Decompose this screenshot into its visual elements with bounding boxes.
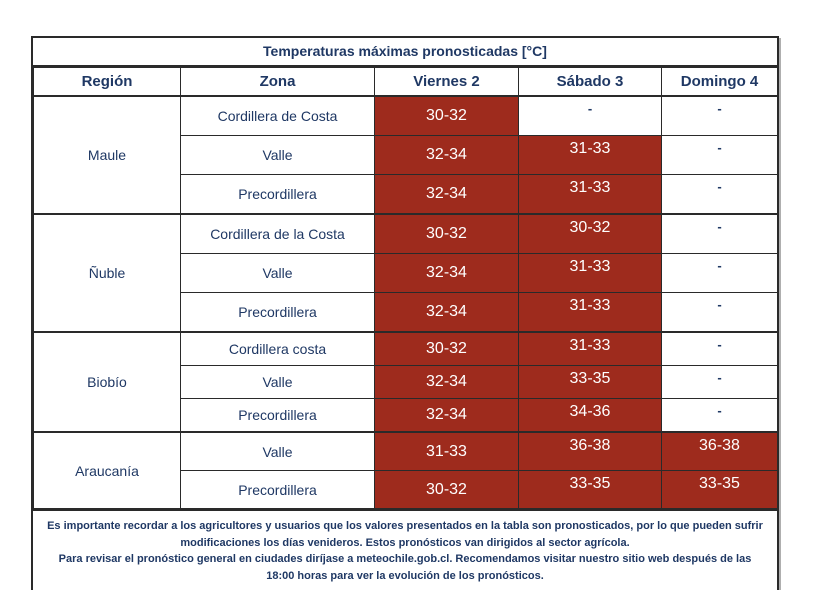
temp-cell-viernes: 32-34 — [375, 254, 519, 293]
temp-cell-viernes: 31-33 — [375, 432, 519, 471]
temp-cell-sabado: 31-33 — [519, 254, 662, 293]
region-cell-biobio: Biobío — [34, 332, 181, 432]
column-header-sabado: Sábado 3 — [519, 68, 662, 97]
temp-cell-viernes: 30-32 — [375, 332, 519, 366]
temp-cell-domingo: 33-35 — [662, 471, 778, 509]
temp-cell-sabado: 34-36 — [519, 399, 662, 433]
temp-cell-viernes: 32-34 — [375, 399, 519, 433]
table-row — [34, 332, 778, 366]
temp-cell-domingo: - — [662, 293, 778, 333]
temp-cell-viernes: 30-32 — [375, 471, 519, 509]
zona-cell: Valle — [181, 366, 375, 399]
temp-cell-sabado: 30-32 — [519, 214, 662, 254]
footer-paragraph-2: Para revisar el pronóstico general en ciudades diríjase a meteochile.gob.cl. Recomendamos visitar nuestro sitio web después de las 18:00 horas para ver la evolución de los pronósticos. — [58, 553, 752, 582]
zona-cell: Precordillera — [181, 471, 375, 509]
temp-cell-domingo: - — [662, 175, 778, 215]
table-row — [34, 96, 778, 136]
temp-cell-domingo: - — [662, 399, 778, 433]
temp-cell-viernes: 32-34 — [375, 175, 519, 215]
temp-cell-sabado: 33-35 — [519, 471, 662, 509]
zona-cell: Valle — [181, 136, 375, 175]
temp-cell-domingo: - — [662, 96, 778, 136]
zona-cell: Valle — [181, 432, 375, 471]
temp-cell-domingo: - — [662, 254, 778, 293]
temp-cell-viernes: 30-32 — [375, 214, 519, 254]
temp-cell-viernes: 32-34 — [375, 366, 519, 399]
region-cell-araucania: Araucanía — [34, 432, 181, 509]
zona-cell: Precordillera — [181, 399, 375, 433]
temp-cell-sabado: 33-35 — [519, 366, 662, 399]
temp-cell-domingo: - — [662, 366, 778, 399]
zona-cell: Precordillera — [181, 175, 375, 215]
table-row — [34, 214, 778, 254]
table-row — [34, 432, 778, 471]
forecast-grid — [33, 67, 778, 509]
column-header-domingo: Domingo 4 — [662, 68, 778, 97]
header-row — [34, 68, 778, 97]
temp-cell-sabado: 31-33 — [519, 293, 662, 333]
temp-cell-viernes: 32-34 — [375, 293, 519, 333]
zona-cell: Cordillera costa — [181, 332, 375, 366]
footer-note — [33, 509, 777, 590]
temp-cell-sabado: 31-33 — [519, 332, 662, 366]
zona-cell: Precordillera — [181, 293, 375, 333]
column-header-region: Región — [34, 68, 181, 97]
temp-cell-sabado: 31-33 — [519, 136, 662, 175]
zona-cell: Cordillera de Costa — [181, 96, 375, 136]
forecast-table — [31, 36, 779, 590]
temp-cell-viernes: 30-32 — [375, 96, 519, 136]
temp-cell-sabado: - — [519, 96, 662, 136]
column-header-zona: Zona — [181, 68, 375, 97]
temp-cell-sabado: 36-38 — [519, 432, 662, 471]
temp-cell-domingo: - — [662, 214, 778, 254]
temp-cell-domingo: - — [662, 136, 778, 175]
temp-cell-domingo: - — [662, 332, 778, 366]
region-cell-nuble: Ñuble — [34, 214, 181, 332]
column-header-viernes: Viernes 2 — [375, 68, 519, 97]
temp-cell-domingo: 36-38 — [662, 432, 778, 471]
table-title: Temperaturas máximas pronosticadas [°C] — [33, 38, 777, 67]
temp-cell-sabado: 31-33 — [519, 175, 662, 215]
temp-cell-viernes: 32-34 — [375, 136, 519, 175]
region-cell-maule: Maule — [34, 96, 181, 214]
zona-cell: Cordillera de la Costa — [181, 214, 375, 254]
footer-paragraph-1: Es importante recordar a los agricultores y usuarios que los valores presentados en la tabla son pronosticados, por lo que pueden sufrir modificaciones los días venideros. Estos pronósticos van dirigidos al sector agrícola. — [47, 520, 763, 549]
zona-cell: Valle — [181, 254, 375, 293]
